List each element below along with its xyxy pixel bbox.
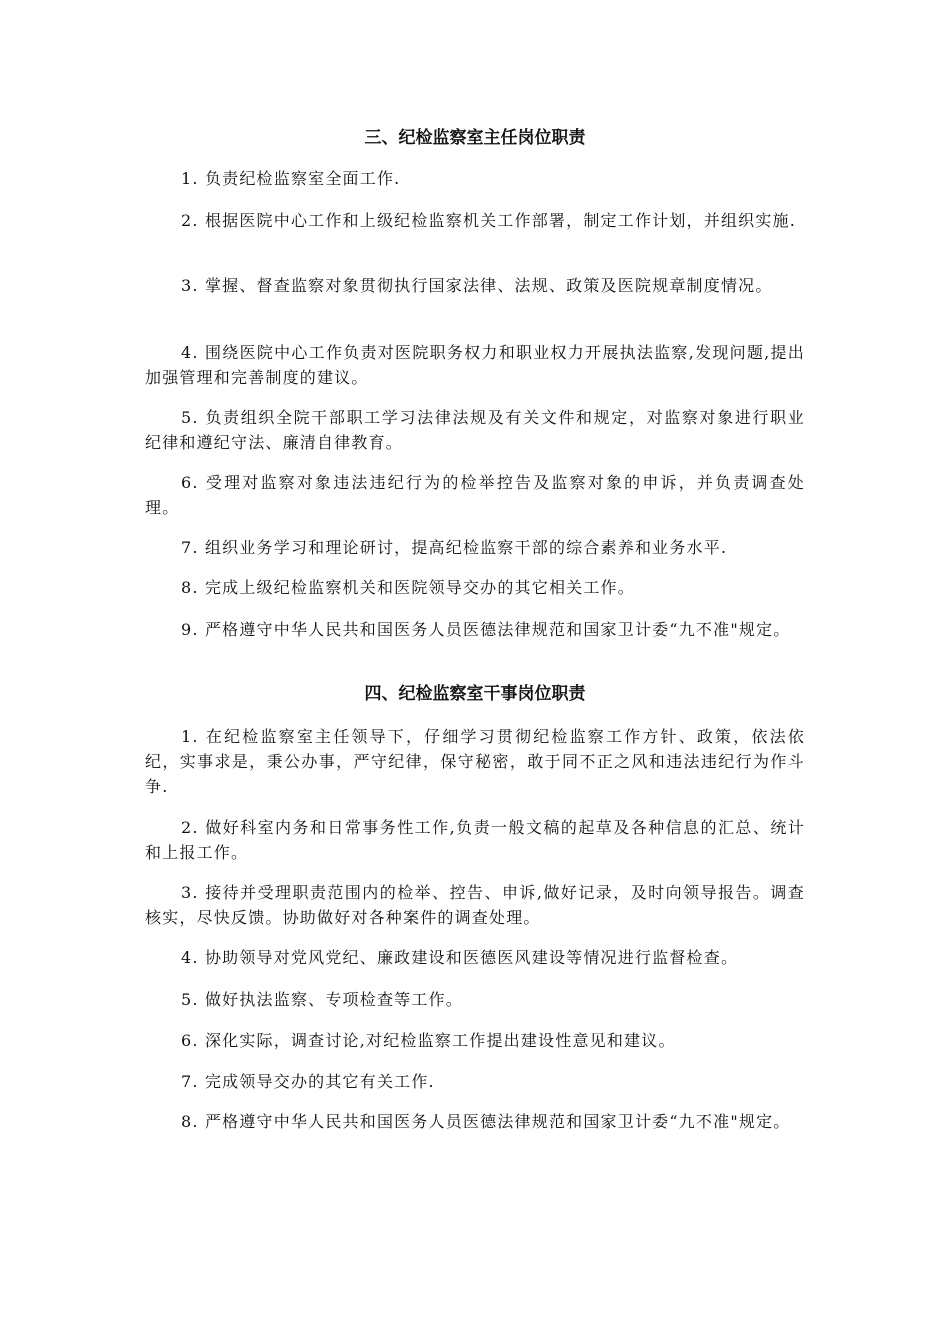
section-3-item-5: 5. 负责组织全院干部职工学习法律法规及有关文件和规定，对监察对象进行职业纪律和遵纪守法、廉清自律教育。 [145, 408, 805, 452]
section-4-item-4: 4. 协助领导对党风党纪、廉政建设和医德医风建设等情况进行监督检查。 [181, 948, 739, 967]
section-3-title: 三、纪检监察室主任岗位职责 [364, 128, 586, 148]
section-4-item-2: 2. 做好科室内务和日常事务性工作,负责一般文稿的起草及各种信息的汇总、统计和上报工作。 [145, 818, 805, 862]
section-3-item-7: 7. 组织业务学习和理论研讨，提高纪检监察干部的综合素养和业务水平. [181, 538, 728, 557]
section-4-title: 四、纪检监察室干事岗位职责 [364, 684, 586, 704]
section-3-item-2: 2. 根据医院中心工作和上级纪检监察机关工作部署，制定工作计划，并组织实施. [181, 211, 797, 230]
section-4-item-7: 7. 完成领导交办的其它有关工作. [181, 1072, 435, 1091]
section-4-item-3: 3. 接待并受理职责范围内的检举、控告、申诉,做好记录，及时向领导报告。调查核实，尽快反馈。协助做好对各种案件的调查处理。 [145, 883, 805, 927]
section-3-item-6: 6. 受理对监察对象违法违纪行为的检举控告及监察对象的申诉，并负责调查处理。 [145, 473, 805, 517]
section-4-item-8: 8. 严格遵守中华人民共和国医务人员医德法律规范和国家卫计委“九不准"规定。 [181, 1112, 791, 1131]
section-3-item-8: 8. 完成上级纪检监察机关和医院领导交办的其它相关工作。 [181, 578, 635, 597]
section-3-item-1: 1. 负责纪检监察室全面工作. [181, 169, 401, 188]
section-4-item-6: 6. 深化实际，调查讨论,对纪检监察工作提出建设性意见和建议。 [181, 1031, 676, 1050]
section-3-item-4: 4. 围绕医院中心工作负责对医院职务权力和职业权力开展执法监察,发现问题,提出加强管理和完善制度的建议。 [145, 343, 805, 387]
section-3-item-3: 3. 掌握、督查监察对象贯彻执行国家法律、法规、政策及医院规章制度情况。 [181, 276, 773, 295]
section-4-item-1: 1. 在纪检监察室主任领导下，仔细学习贯彻纪检监察工作方针、政策，依法依纪，实事求是，秉公办事，严守纪律，保守秘密，敢于同不正之风和违法违纪行为作斗争. [145, 727, 805, 796]
section-3-item-9: 9. 严格遵守中华人民共和国医务人员医德法律规范和国家卫计委“九不准"规定。 [181, 620, 791, 639]
section-4-item-5: 5. 做好执法监察、专项检查等工作。 [181, 990, 463, 1009]
